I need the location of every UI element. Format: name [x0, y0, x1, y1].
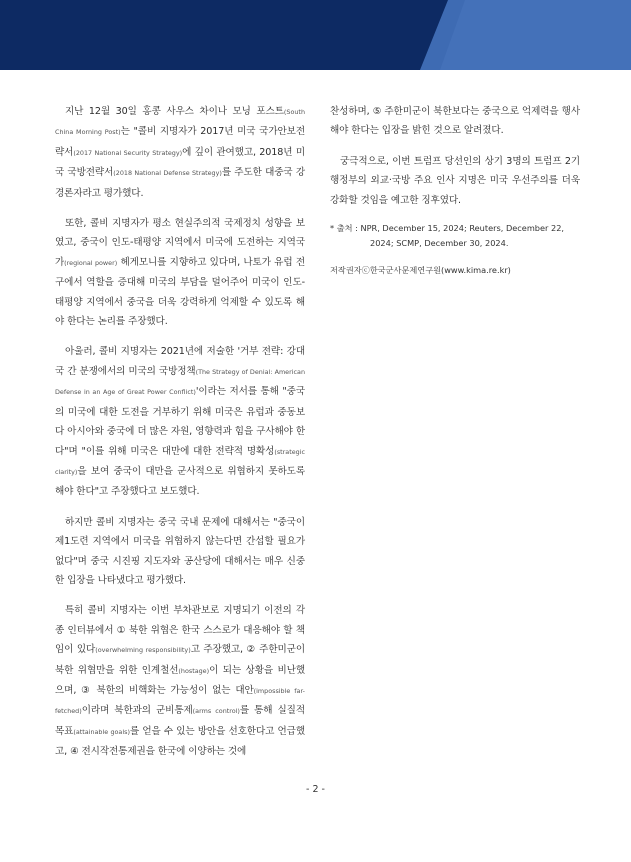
text: 는 "콜비 지명자가 2017년 미국 국가안보전략서: [55, 126, 305, 158]
text: 또한, 콜비 지명자가 평소 현실주의적 국제정치 성향을 보였고, 중국이 인도-태평양 지역에서 미국에 도전하는 지역국가: [55, 218, 305, 268]
english-gloss: (attainable goals): [73, 727, 130, 736]
english-gloss: (overwhelming responsibility): [95, 646, 191, 655]
paragraph-5: [55, 601, 305, 761]
text: 를 주도한 대중국 강경론자라고 평가했다.: [55, 167, 305, 199]
header-accent-shape: [0, 0, 631, 70]
text: 특히 콜비 지명자는 이번 부차관보로 지명되기 이전의 각종 인터뷰에서 ① 북한 위협은 한국 스스로가 대응해야 할 책임이 있다: [55, 605, 305, 656]
copyright-notice: 저작권자ⓒ한국군사문제연구원(www.kima.re.kr): [330, 265, 511, 276]
right-column: [330, 102, 580, 276]
text: 이 되는 상황을 비난했으며, ③ 북한의 비핵화는 가능성이 없는 대안: [55, 664, 305, 696]
text: 이라며 북한과의 군비통제: [81, 705, 193, 717]
text: 을 보여 중국이 대만을 군사적으로 위협하지 못하도록 해야 한다"고 주장했다고 보도했다.: [55, 465, 305, 498]
english-gloss: (2017 National Security Strategy): [73, 148, 183, 157]
text: 를 얻을 수 있는 방안을 선호한다고 언급했고, ④ 전시작전통제권을 한국에 이양하는 것에: [55, 725, 305, 758]
english-gloss: (arms control): [192, 707, 240, 716]
page-number: - 2 -: [306, 784, 325, 795]
english-gloss: (impossible far-fetched): [55, 686, 305, 716]
english-gloss: (The Strategy of Denial: American Defense in an Age of Great Power Conflict): [55, 367, 305, 397]
text: 헤게모니를 지향하고 있다며, 나토가 유럽 전구에서 역할을 증대해 미국의 부담을 덜어주어 미국이 인도-태평양 지역에서 중국을 더욱 강력하게 억제할 수 있도록 해야 한다는 논리를 주장했다.: [55, 256, 305, 328]
english-gloss: (regional power): [64, 258, 118, 267]
header-band: [0, 0, 631, 70]
source-note: * 출처 : NPR, December 15, 2024; Reuters, December 22, 2024; SCMP, December 30, 2024.: [330, 223, 565, 249]
paragraph-1: [55, 102, 305, 203]
text: 지난 12월 30일 홍콩 사우스 차이나 모닝 포스트: [65, 106, 284, 117]
english-gloss: (South China Morning Post): [55, 108, 305, 137]
english-gloss: (2018 National Defense Strategy): [113, 169, 222, 178]
english-gloss: (hostage): [178, 666, 210, 675]
paragraph-2: [55, 214, 305, 331]
paragraph-conclusion: 궁극적으로, 이번 트럼프 당선인의 상기 3명의 트럼프 2기 행정부의 외교·국방 주요 인사 지명은 미국 우선주의를 더욱 강화할 것임을 예고한 징후였다.: [330, 155, 580, 206]
english-gloss: (strategic clarity): [55, 447, 305, 476]
left-column: [55, 102, 305, 773]
text: 고 주장했고, ② 주한미군이 북한 위협만을 위한 인계철선: [55, 644, 305, 676]
paragraph-4: 하지만 콜비 지명자는 중국 국내 문제에 대해서는 "중국이 제1도련 지역에서 미국을 위협하지 않는다면 간섭할 필요가 없다"며 중국 시진핑 지도자와 공산당에 대해서는 매우 신중한 입장을 나타냈다고 평가했다.: [55, 516, 305, 586]
text: 아울러, 콜비 지명자는 2021년에 저술한 '거부 전략: 강대국 간 분쟁에서의 미국의 국방정책: [55, 346, 305, 377]
paragraph-3: [55, 342, 305, 501]
text: '이라는 저서를 통해 "중국의 미국에 대한 도전을 거부하기 위해 미국은 유럽과 중동보다 아시아와 중국에 더 많은 자원, 영향력과 힘을 구사해야 한다"며 "이를 위해 미국은 대만에 대한 전략적 명확성: [55, 386, 306, 457]
paragraph-continued: 찬성하며, ⑤ 주한미군이 북한보다는 중국으로 억제력을 행사해야 한다는 입장을 밝힌 것으로 알려졌다.: [330, 106, 580, 137]
text: 에 깊이 관여했고, 2018년 미국 국방전략서: [55, 146, 305, 179]
text: 를 통해 실질적 목표: [55, 705, 306, 737]
